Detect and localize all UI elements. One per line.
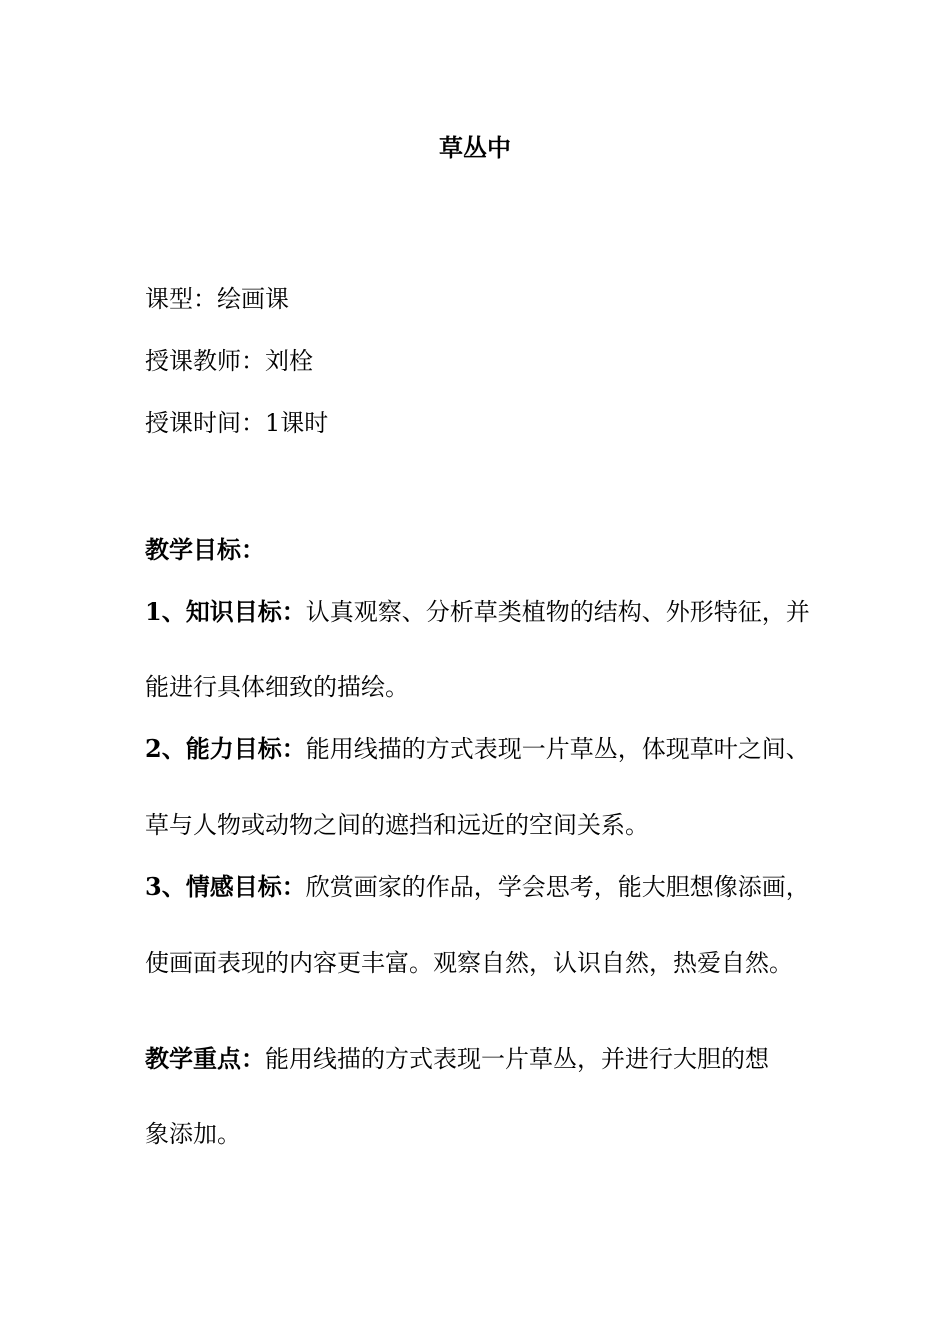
time-label: 授课时间： — [145, 409, 265, 437]
objective-item-1-label: 1、知识目标： — [145, 597, 306, 626]
objective-item-1-line2: 能进行具体细致的描绘。 — [145, 673, 409, 701]
time-value: 1课时 — [265, 409, 329, 437]
objective-item-3-label: 3、情感目标： — [145, 872, 306, 901]
time-line — [145, 405, 815, 441]
teacher-label: 授课教师： — [145, 347, 265, 375]
teacher-line — [145, 343, 815, 379]
course-type-line — [145, 281, 815, 317]
objective-item-2-line2: 草与人物或动物之间的遮挡和远近的空间关系。 — [145, 811, 649, 839]
document-title: 草丛中 — [439, 133, 511, 162]
objective-item-2-label: 2、能力目标： — [145, 734, 306, 763]
key-point-line2: 象添加。 — [145, 1120, 241, 1148]
key-point-line1 — [145, 1041, 815, 1077]
objective-item-2-line1 — [145, 731, 815, 767]
objective-item-3-line1 — [145, 869, 815, 905]
objectives-heading: 教学目标： — [145, 535, 265, 564]
objective-item-3-line2: 使画面表现的内容更丰富。观察自然，认识自然，热爱自然。 — [145, 949, 793, 977]
objective-item-1-line1 — [145, 594, 815, 630]
key-point-label: 教学重点： — [145, 1044, 265, 1073]
course-type-label: 课型： — [145, 285, 217, 313]
teacher-value: 刘栓 — [265, 347, 313, 375]
objective-item-2-text: 能用线描的方式表现一片草丛，体现草叶之间、 — [305, 735, 810, 763]
objective-item-1-text: 认真观察、分析草类植物的结构、外形特征，并 — [305, 598, 810, 626]
key-point-text: 能用线描的方式表现一片草丛，并进行大胆的想 — [265, 1045, 769, 1073]
objective-item-3-text: 欣赏画家的作品，学会思考，能大胆想像添画， — [305, 873, 810, 901]
course-type-value: 绘画课 — [217, 285, 289, 313]
